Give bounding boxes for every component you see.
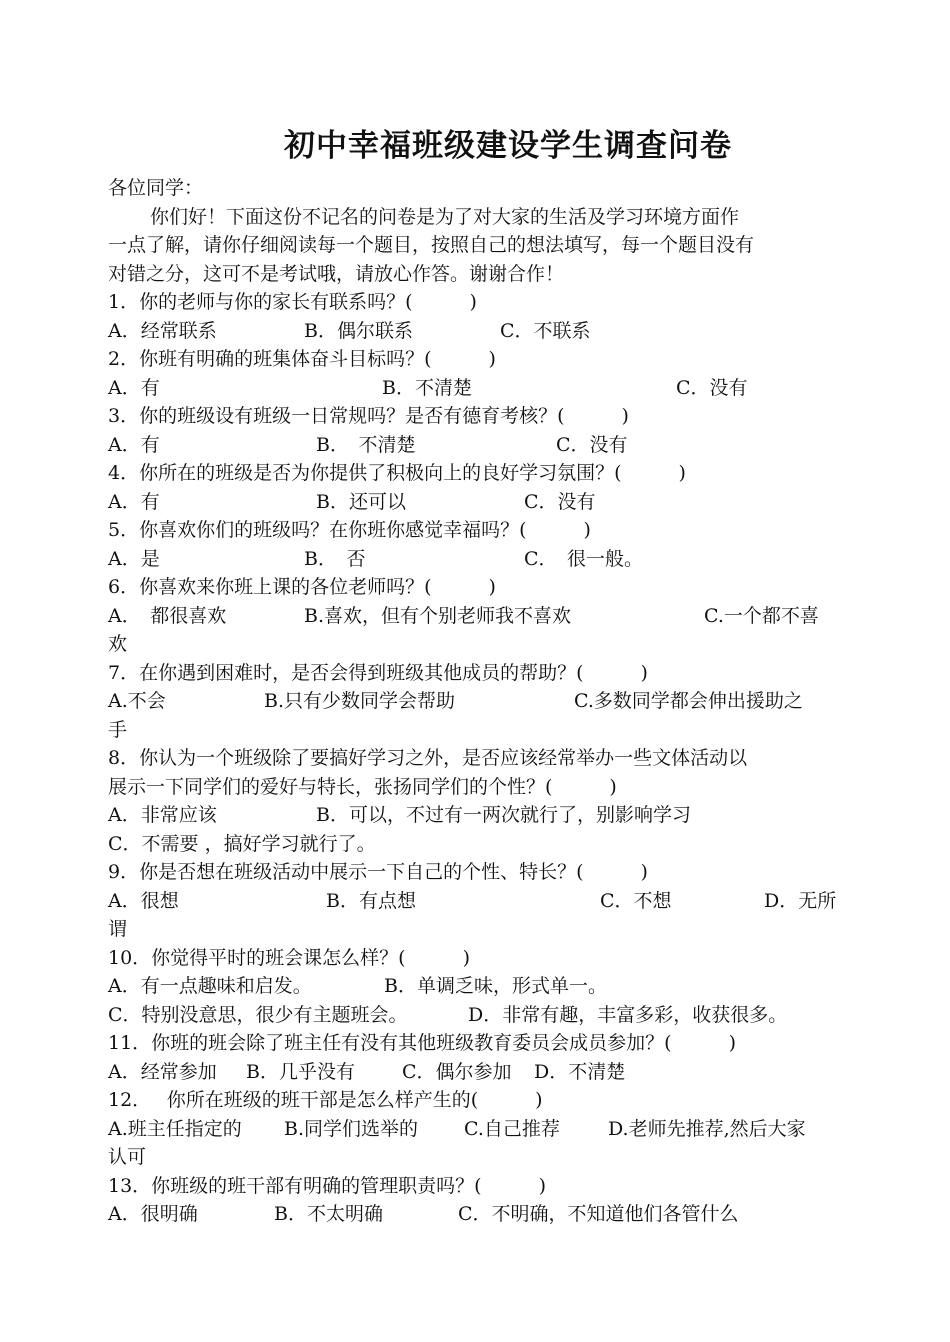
question-8-continuation: 展示一下同学们的爱好与特长，张扬同学们的个性？( ) (108, 775, 617, 798)
option: C.多数同学都会伸出援助之 (574, 690, 803, 712)
question-1: 1．你的老师与你的家长有联系吗？( ) (108, 291, 477, 313)
option: A.班主任指定的 (108, 1117, 242, 1140)
question-9: 9．你是否想在班级活动中展示一下自己的个性、特长？( ) (108, 861, 648, 883)
options-q12 (108, 1115, 848, 1144)
question-8: 8．你认为一个班级除了要搞好学习之外，是否应该经常举办一些文体活动以 (108, 747, 748, 769)
options-q1 (108, 317, 848, 346)
option: A．有 (108, 376, 160, 399)
option: C．不明确，不知道他们各管什么 (458, 1203, 739, 1225)
option: D．无所 (764, 889, 837, 912)
options-q11 (108, 1058, 848, 1087)
option-continuation: 欢 (108, 633, 128, 655)
option-continuation: 手 (108, 718, 128, 741)
options-q5 (108, 545, 848, 574)
option: B．可以，不过有一两次就行了，别影响学习 (316, 804, 691, 826)
option: C．不需要 ，搞好学习就行了。 (108, 832, 376, 855)
option: C．没有 (556, 433, 628, 456)
option: A．有 (108, 490, 160, 513)
options-q2 (108, 374, 848, 403)
option: A.不会 (108, 690, 166, 712)
option: D．不清楚 (534, 1060, 626, 1083)
option: B． 不清楚 (316, 433, 416, 456)
option: C．偶尔参加 (402, 1060, 512, 1083)
option: B．不清楚 (382, 376, 472, 399)
option: A．是 (108, 547, 160, 570)
option: C．不想 (600, 889, 672, 912)
option: C.一个都不喜 (704, 604, 819, 627)
greeting: 各位同学： (108, 177, 204, 199)
option-continuation: 认可 (108, 1146, 147, 1168)
option: A．有一点趣味和启发。 (108, 975, 312, 997)
option: B．有点想 (326, 889, 416, 912)
option: A．经常联系 (108, 319, 217, 342)
intro-line: 对错之分，这可不是考试哦，请放心作答。谢谢合作！ (108, 262, 565, 285)
question-2: 2．你班有明确的班集体奋斗目标吗？( ) (108, 348, 496, 370)
options-q10-line2 (108, 1001, 848, 1030)
option: B．还可以 (316, 490, 406, 513)
option: A．有 (108, 433, 160, 456)
option: D．非常有趣，丰富多彩，收获很多。 (468, 1003, 788, 1026)
option: C． 很一般。 (524, 547, 644, 570)
option-continuation: 谓 (108, 918, 128, 940)
question-13: 13．你班级的班干部有明确的管理职责吗？( ) (108, 1174, 547, 1197)
option: C.自己推荐 (464, 1117, 560, 1140)
option: B．偶尔联系 (304, 319, 413, 342)
question-6: 6．你喜欢来你班上课的各位老师吗？( ) (108, 576, 496, 598)
options-q8-line2 (108, 830, 848, 859)
intro-line: 一点了解，请你仔细阅读每一个题目，按照自己的想法填写，每一个题目没有 (108, 234, 755, 256)
question-4: 4．你所在的班级是否为你提供了积极向上的良好学习氛围？( ) (108, 462, 686, 484)
option: B.只有少数同学会帮助 (264, 690, 456, 712)
question-7: 7．在你遇到困难时，是否会得到班级其他成员的帮助？( ) (108, 661, 648, 684)
question-11: 11．你班的班会除了班主任有没有其他班级教育委员会成员参加？( ) (108, 1032, 737, 1054)
option: B．单调乏味，形式单一。 (384, 975, 607, 997)
option: A．经常参加 (108, 1060, 217, 1083)
option: B.喜欢，但有个别老师我不喜欢 (304, 604, 572, 627)
option: C．不联系 (500, 319, 591, 342)
options-q7 (108, 687, 848, 716)
option: B.同学们选举的 (284, 1117, 419, 1140)
options-q3 (108, 431, 848, 460)
question-10: 10．你觉得平时的班会课怎么样？( ) (108, 946, 471, 969)
options-q10 (108, 972, 848, 1001)
document-body (108, 174, 848, 1229)
options-q8 (108, 801, 848, 830)
question-3: 3．你的班级设有班级一日常规吗？是否有德育考核？( ) (108, 405, 629, 427)
question-5: 5．你喜欢你们的班级吗？在你班你感觉幸福吗？( ) (108, 519, 591, 541)
options-q4 (108, 488, 848, 517)
intro-line: 你们好！下面这份不记名的问卷是为了对大家的生活及学习环境方面作 (150, 205, 740, 228)
option: B．不太明确 (274, 1203, 383, 1225)
options-q6 (108, 602, 848, 631)
document-title: 初中幸福班级建设学生调查问卷 (284, 128, 732, 164)
option: A．非常应该 (108, 804, 217, 826)
option: B． 否 (304, 547, 366, 570)
option: A． 都很喜欢 (108, 604, 227, 627)
option: B．几乎没有 (246, 1060, 355, 1083)
option: D.老师先推荐,然后大家 (608, 1117, 806, 1140)
options-q13 (108, 1200, 848, 1229)
option: C．没有 (676, 376, 748, 399)
options-q9 (108, 887, 848, 916)
question-12: 12． 你所在班级的班干部是怎么样产生的( ) (108, 1089, 543, 1111)
option: C．特别没意思，很少有主题班会。 (108, 1003, 408, 1026)
option: A．很明确 (108, 1203, 198, 1225)
option: C．没有 (524, 490, 596, 513)
option: A．很想 (108, 889, 179, 912)
